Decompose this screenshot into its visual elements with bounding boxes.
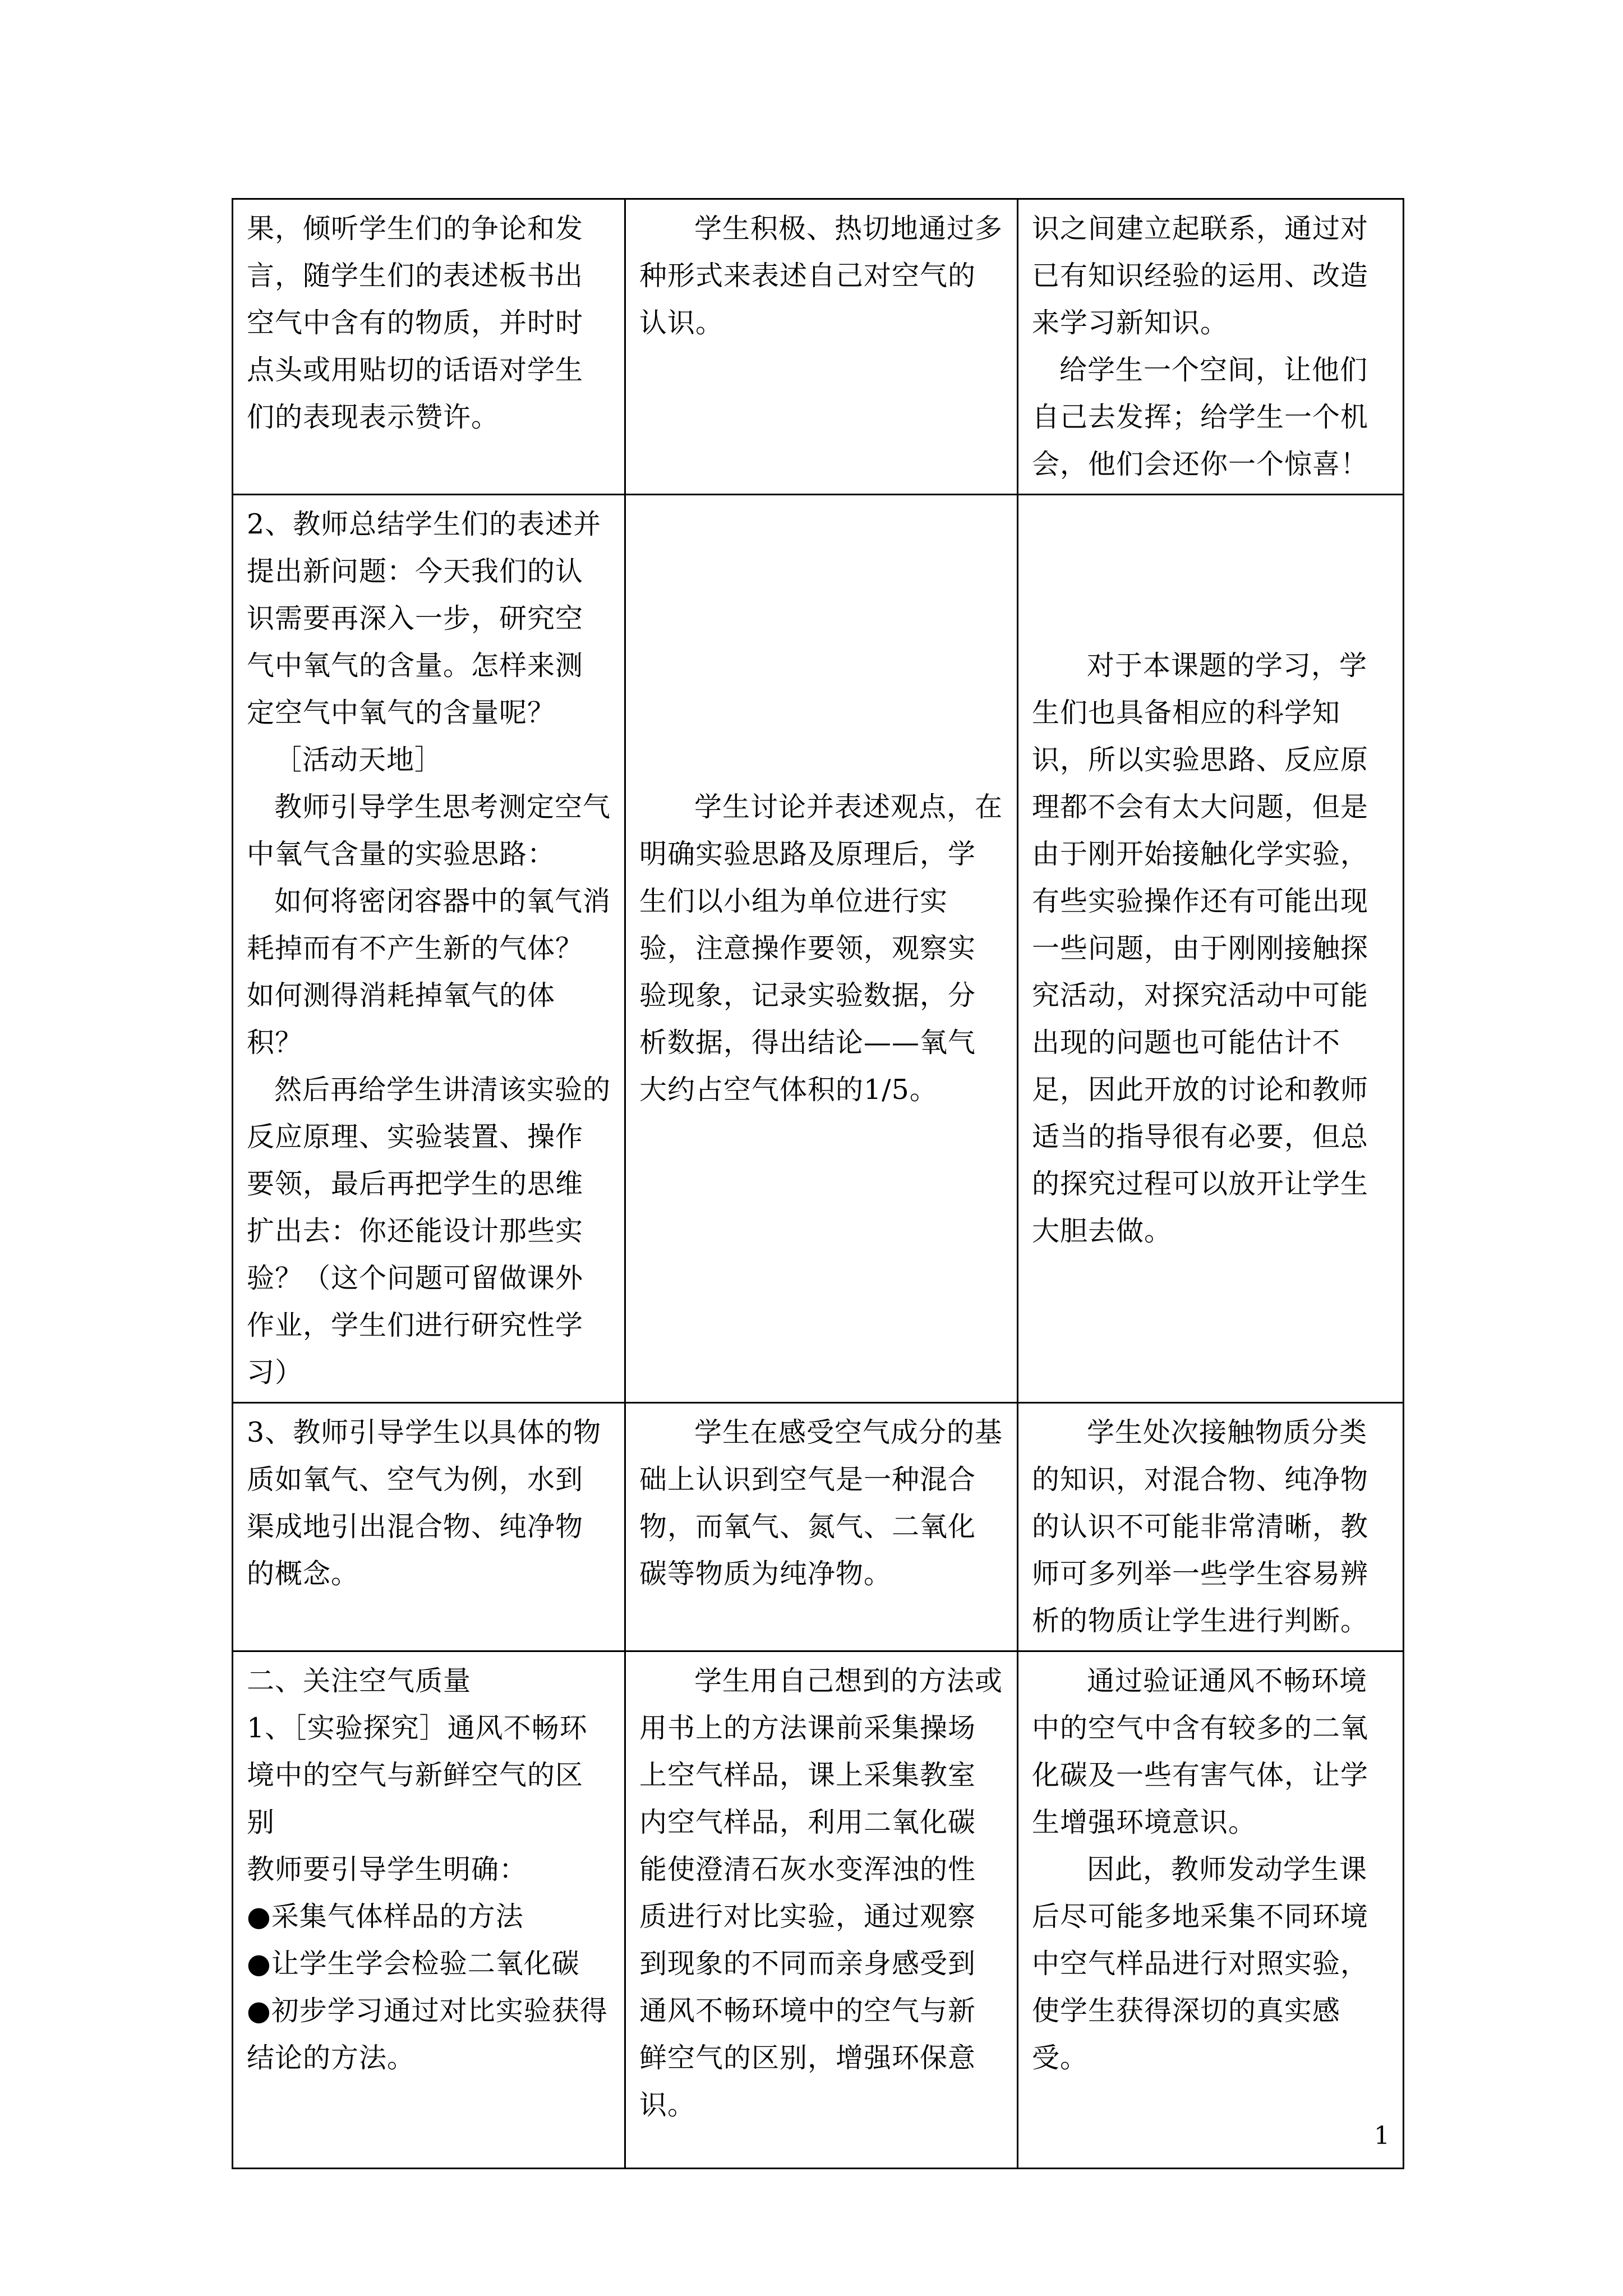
design-intent-text: 学生处次接触物质分类的知识，对混合物、纯净物的认识不可能非常清晰，教师可多列举一些学生容易辨析的物质让学生进行判断。 (1032, 1416, 1369, 1637)
page-number: 1 (1374, 2122, 1390, 2150)
student-activity-cell (625, 495, 1018, 1403)
design-intent-cell (1018, 1651, 1404, 2169)
table-row (233, 495, 1404, 1403)
teacher-activity-cell (233, 1651, 625, 2169)
teacher-activity-text: 然后再给学生讲清该实验的反应原理、实验装置、操作要领，最后再把学生的思维扩出去：你还能设计那些实验？（这个问题可留做课外作业，学生们进行研究性学习） (247, 1074, 611, 1388)
student-activity-cell (625, 199, 1018, 495)
student-activity-text: 学生积极、热切地通过多种形式来表述自己对空气的认识。 (639, 213, 1003, 339)
teacher-activity-text: 1、［实验探究］通风不畅环境中的空气与新鲜空气的区别 (247, 1712, 588, 1838)
teacher-activity-cell (233, 199, 625, 495)
activity-heading: ［活动天地］ (274, 744, 443, 776)
design-intent-cell (1018, 495, 1404, 1403)
student-activity-text: 学生讨论并表述观点，在明确实验思路及原理后，学生们以小组为单位进行实验，注意操作要领，观察实验现象，记录实验数据，分析数据，得出结论——氧气大约占空气体积的1/5。 (639, 791, 1003, 1106)
design-intent-text: 识之间建立起联系，通过对已有知识经验的运用、改造来学习新知识。 (1032, 213, 1369, 339)
teacher-activity-text: 3、教师引导学生以具体的物质如氧气、空气为例，水到渠成地引出混合物、纯净物的概念。 (247, 1416, 602, 1590)
design-intent-text: 对于本课题的学习，学生们也具备相应的科学知识，所以实验思路、反应原理都不会有太大问题，但是由于刚开始接触化学实验，有些实验操作还有可能出现一些问题，由于刚刚接触探究活动，对探究活动中可能出现的问题也可能估计不足，因此开放的讨论和教师适当的指导很有必要，但总的探究过程可以放开让学生大胆去做。 (1032, 650, 1369, 1247)
design-intent-text: 通过验证通风不畅环境中的空气中含有较多的二氧化碳及一些有害气体，让学生增强环境意识。 (1032, 1665, 1369, 1838)
teacher-activity-cell (233, 1403, 625, 1651)
design-intent-text: 给学生一个空间，让他们自己去发挥；给学生一个机会，他们会还你一个惊喜！ (1032, 354, 1369, 480)
lesson-plan-table (232, 198, 1404, 2169)
design-intent-cell (1018, 1403, 1404, 1651)
teacher-activity-text: 如何将密闭容器中的氧气消耗掉而有不产生新的气体？如何测得消耗掉氧气的体积？ (247, 885, 611, 1059)
table-row (233, 1651, 1404, 2169)
teacher-activity-text: 2、教师总结学生们的表述并提出新问题：今天我们的认识需要再深入一步，研究空气中氧气的含量。怎样来测定空气中氧气的含量呢？ (247, 508, 602, 729)
bullet-item: ●让学生学会检验二氧化碳 (247, 1948, 580, 1980)
table-row (233, 199, 1404, 495)
student-activity-text: 学生用自己想到的方法或用书上的方法课前采集操场上空气样品，课上采集教室内空气样品，利用二氧化碳能使澄清石灰水变浑浊的性质进行对比实验，通过观察到现象的不同而亲身感受到通风不畅环境中的空气与新鲜空气的区别，增强环保意识。 (639, 1665, 1003, 2121)
teacher-activity-text: 果，倾听学生们的争论和发言，随学生们的表述板书出空气中含有的物质，并时时点头或用贴切的话语对学生们的表现表示赞许。 (247, 213, 584, 433)
student-activity-cell (625, 1651, 1018, 2169)
teacher-activity-text: 教师要引导学生明确： (247, 1853, 528, 1885)
student-activity-cell (625, 1403, 1018, 1651)
teacher-activity-text: 教师引导学生思考测定空气中氧气含量的实验思路： (247, 791, 611, 870)
section-heading: 二、关注空气质量 (247, 1665, 472, 1697)
design-intent-text: 因此，教师发动学生课后尽可能多地采集不同环境中空气样品进行对照实验，使学生获得深切的真实感受。 (1032, 1853, 1369, 2074)
teacher-activity-cell (233, 495, 625, 1403)
bullet-item: ●采集气体样品的方法 (247, 1901, 524, 1932)
table-row (233, 1403, 1404, 1651)
bullet-item: ●初步学习通过对比实验获得结论的方法。 (247, 1995, 608, 2074)
design-intent-cell (1018, 199, 1404, 495)
student-activity-text: 学生在感受空气成分的基础上认识到空气是一种混合物，而氧气、氮气、二氧化碳等物质为纯净物。 (639, 1416, 1003, 1590)
